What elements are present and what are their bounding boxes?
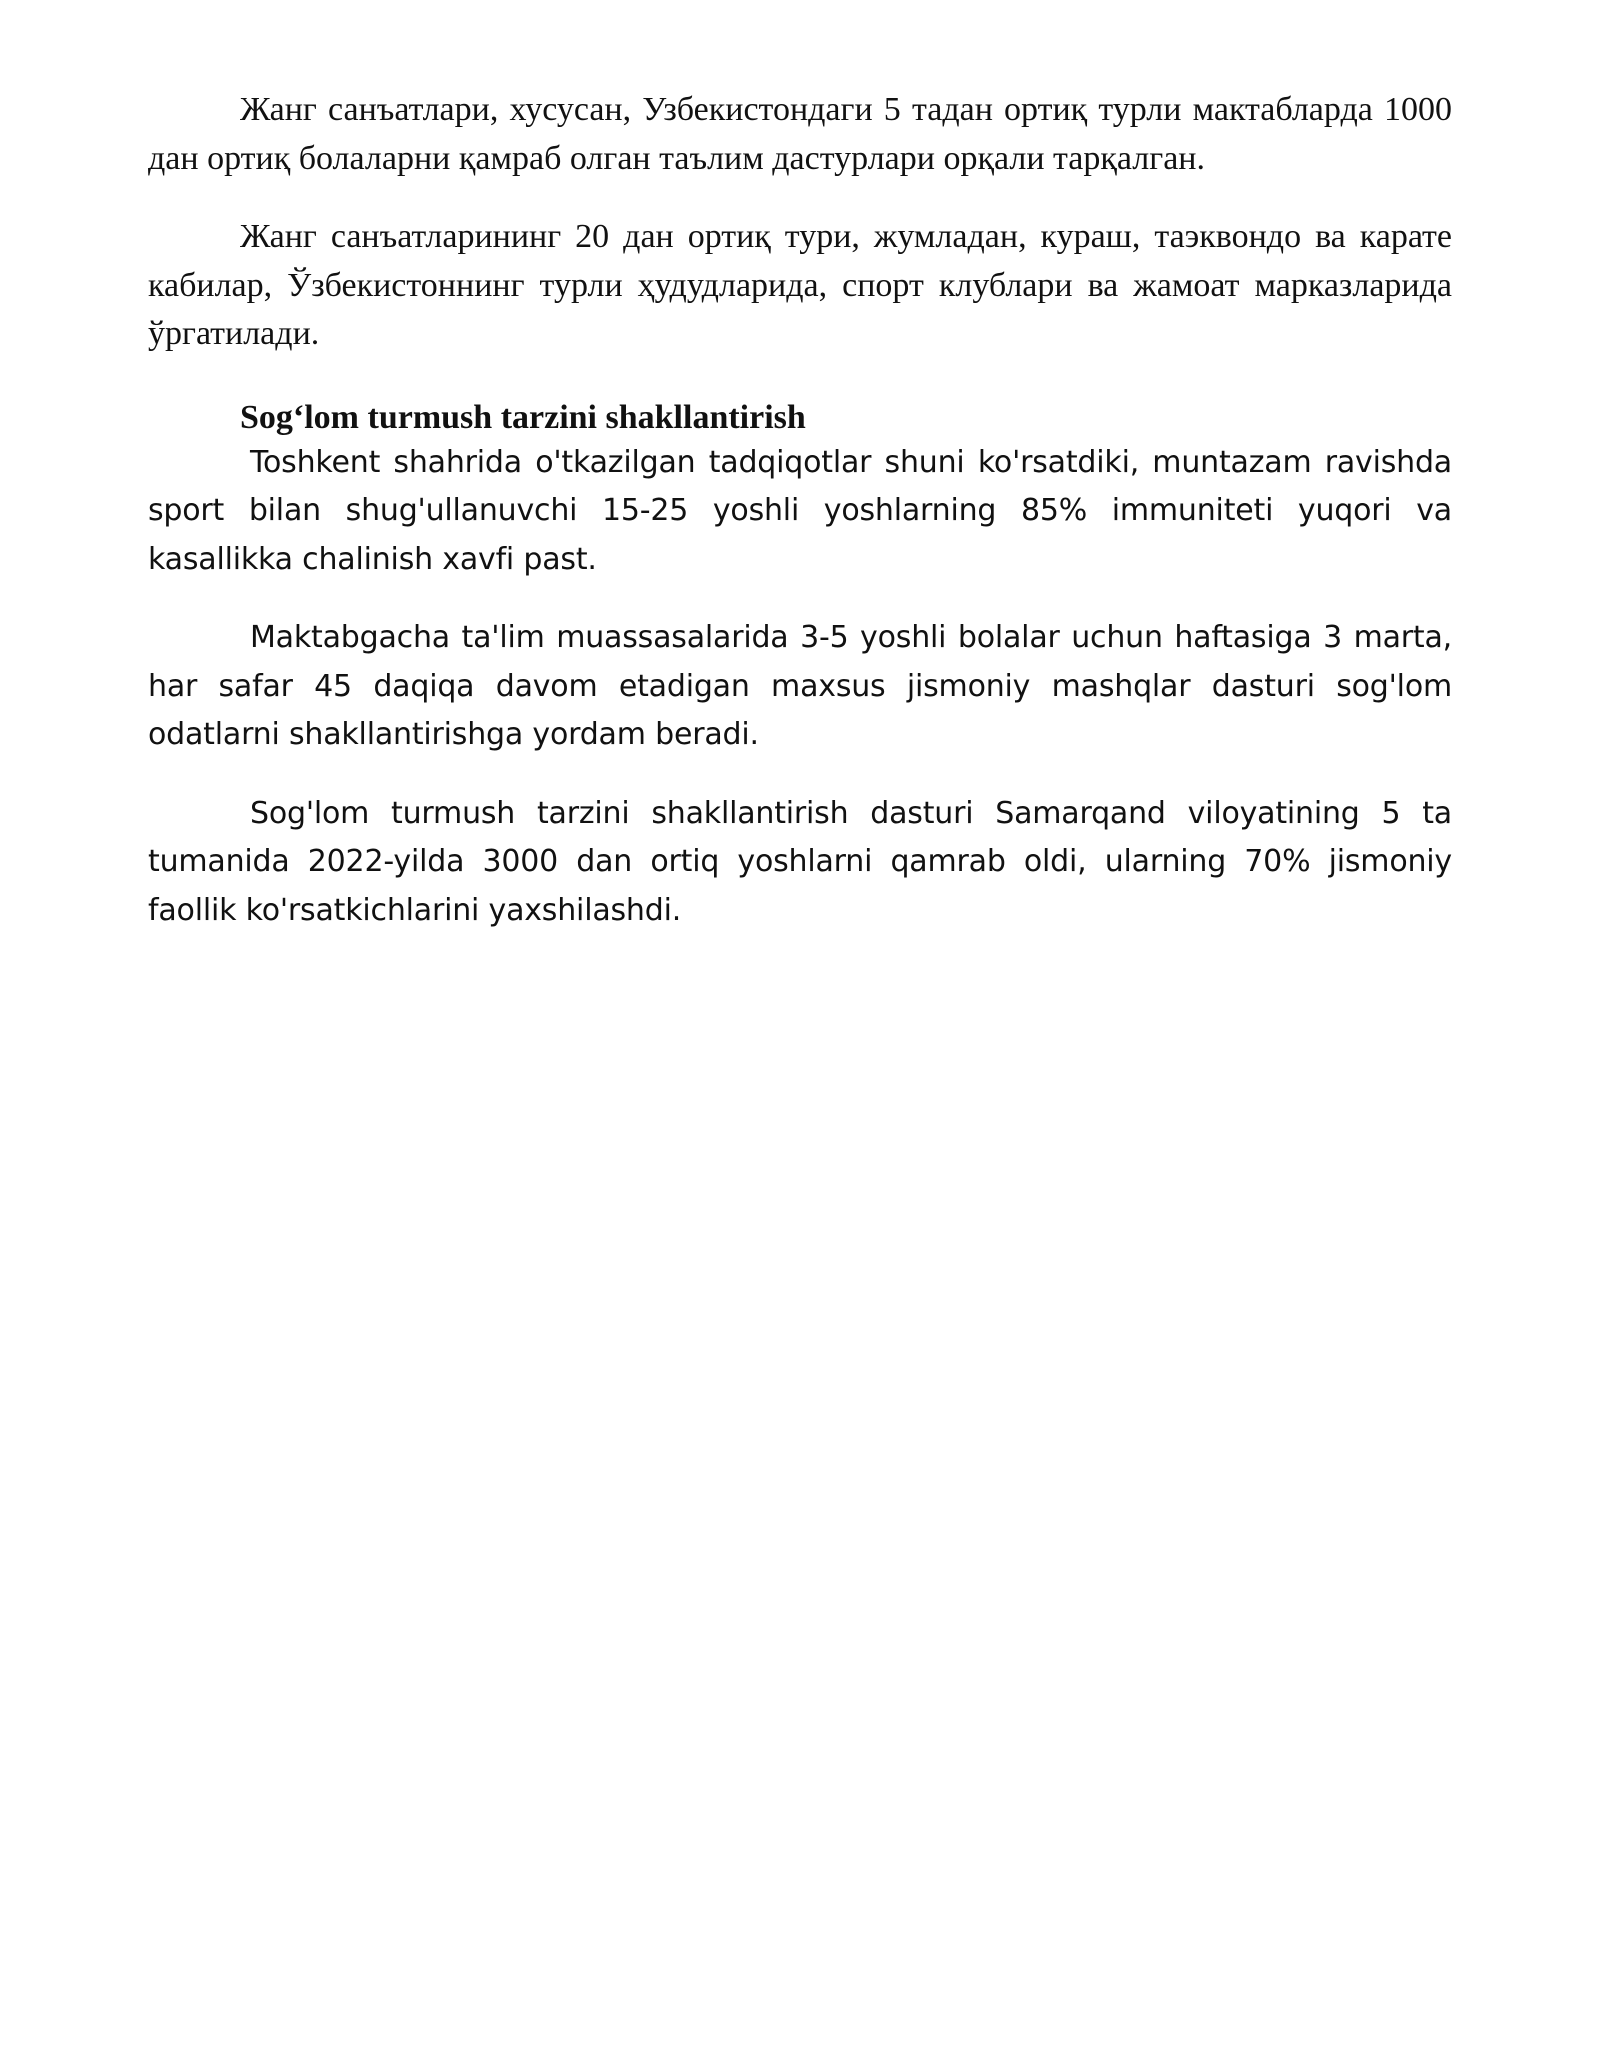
- paragraph-martial-arts-types: Жанг санъатларининг 20 дан ортиқ тури, жумладан, кураш, таэквондо ва карате кабилар, Ўзбекистоннинг турли ҳудудларида, спорт клублари ва жамоат марказларида ўргатилади.: [148, 218, 1452, 352]
- paragraph-tashkent-study: Toshkent shahrida o'tkazilgan tadqiqotlar shuni ko'rsatdiki, muntazam ravishda sport bilan shug'ullanuvchi 15-25 yoshli yoshlarning 85% immuniteti yuqori va kasallikka chalinish xavfi past.: [148, 444, 1452, 577]
- paragraph-preschool-program: Maktabgacha ta'lim muassasalarida 3-5 yoshli bolalar uchun haftasiga 3 marta, har safar 45 daqiqa davom etadigan maxsus jismoniy mashqlar dasturi sog'lom odatlarni shakllantirishga yordam beradi.: [148, 620, 1452, 752]
- document-page: [148, 86, 1452, 965]
- paragraph-samarkand-program: Sog'lom turmush tarzini shakllantirish dasturi Samarqand viloyatining 5 ta tumanida 2022-yilda 3000 dan ortiq yoshlarni qamrab oldi, ularning 70% jismoniy faollik ko'rsatkichlarini yaxshilashdi.: [148, 795, 1452, 928]
- section-heading: Sog‘lom turmush tarzini shakllantirish: [240, 398, 806, 436]
- paragraph-martial-arts-schools: Жанг санъатлари, хусусан, Узбекистондаги 5 тадан ортиқ турли мактабларда 1000 дан ортиқ болаларни қамраб олган таълим дастурлари орқали тарқалган.: [148, 91, 1452, 177]
